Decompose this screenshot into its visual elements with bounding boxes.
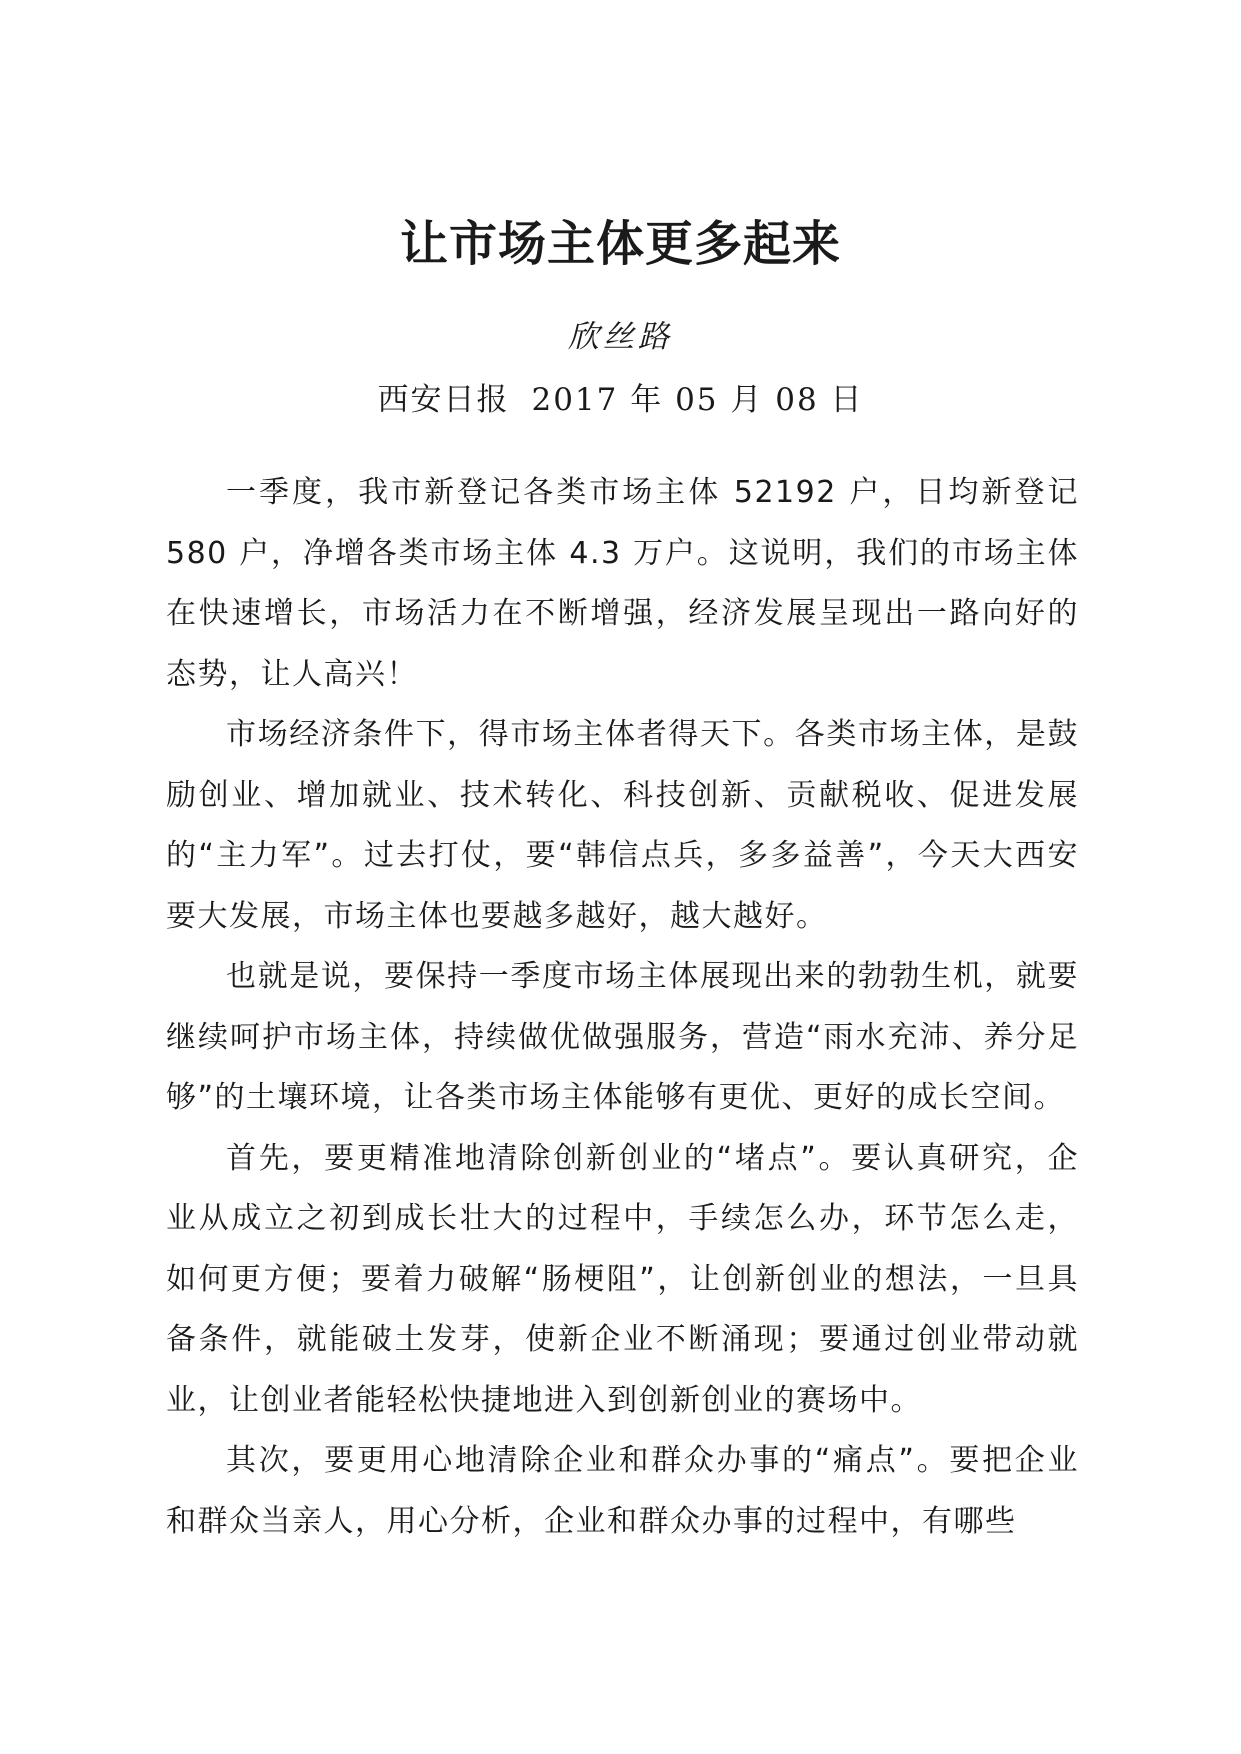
source-name: 西安日报 xyxy=(377,382,510,418)
article-author: 欣丝路 xyxy=(568,319,673,355)
body-paragraph: 首先，要更精准地清除创新创业的“堵点”。要认真研究，企业从成立之初到成长壮大的过程中，手续怎么办，环节怎么走，如何更方便；要着力破解“肠梗阻”，让创新创业的想法，一旦具备条件，就能破土发芽，使新企业不断涌现；要通过创业带动就业，让创业者能轻松快捷地进入到创新创业的赛场中。 xyxy=(166,1140,1079,1418)
article-source xyxy=(0,380,1241,420)
body-paragraph: 其次，要更用心地清除企业和群众办事的“痛点”。要把企业和群众当亲人，用心分析，企业和群众办事的过程中，有哪些 xyxy=(166,1443,1079,1539)
source-date: 2017 年 05 月 08 日 xyxy=(531,382,864,418)
article-body xyxy=(166,463,1079,1552)
body-paragraph: 一季度，我市新登记各类市场主体 52192 户，日均新登记 580 户，净增各类市场主体 4.3 万户。这说明，我们的市场主体在快速增长，市场活力在不断增强，经济发展呈现出一路向好的态势，让人高兴！ xyxy=(166,475,1079,692)
body-paragraph: 市场经济条件下，得市场主体者得天下。各类市场主体，是鼓励创业、增加就业、技术转化、科技创新、贡献税收、促进发展的“主力军”。过去打仗，要“韩信点兵，多多益善”，今天大西安要大发展，市场主体也要越多越好，越大越好。 xyxy=(166,717,1079,934)
body-paragraph: 也就是说，要保持一季度市场主体展现出来的勃勃生机，就要继续呵护市场主体，持续做优做强服务，营造“雨水充沛、养分足够”的土壤环境，让各类市场主体能够有更优、更好的成长空间。 xyxy=(166,959,1079,1115)
article-title: 让市场主体更多起来 xyxy=(399,216,841,272)
